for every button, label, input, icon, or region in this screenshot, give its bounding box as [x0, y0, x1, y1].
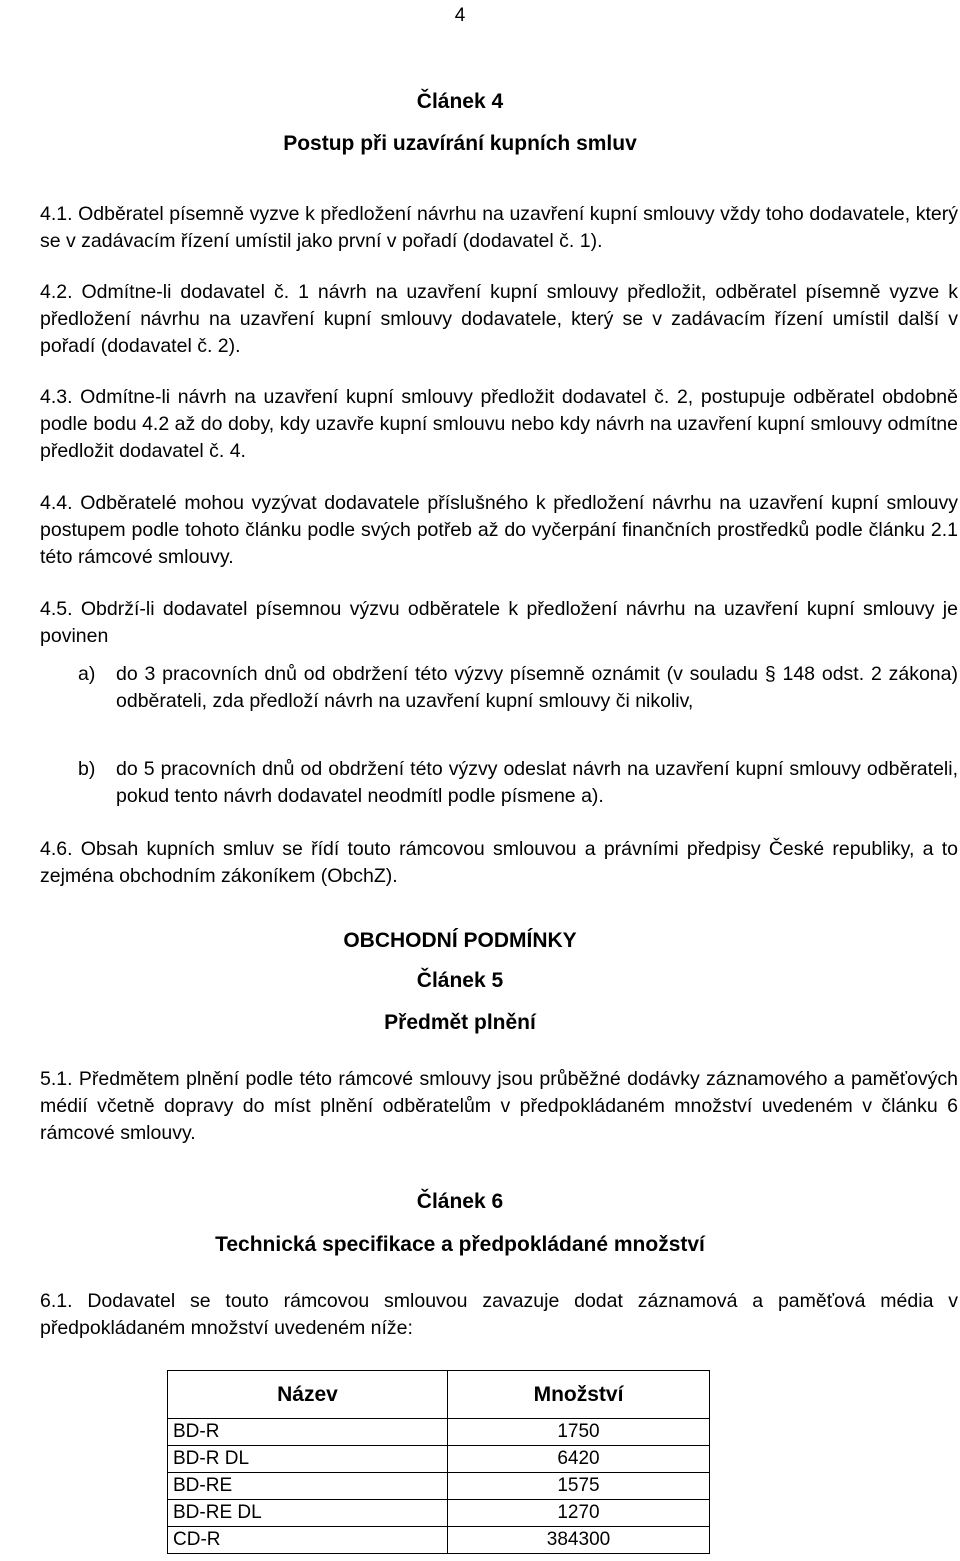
cell-name: BD-RE DL	[168, 1500, 448, 1527]
list-item-text: do 5 pracovních dnů od obdržení této výzvy odeslat návrh na uzavření kupní smlouvy odběrateli, pokud tento návrh dodavatel neodmítl podle písmene a).	[116, 758, 958, 807]
paragraph-4-3: 4.3. Odmítne-li návrh na uzavření kupní smlouvy předložit dodavatel č. 2, postupuje odběratel obdobně podle bodu 4.2 až do doby, kdy uzavře kupní smlouvu nebo kdy návrh na uzavření kupní smlouvy odmítne předložit dodavatel č. 4.	[40, 386, 958, 462]
table-row	[168, 1446, 710, 1473]
cell-name: CD-R	[168, 1527, 448, 1554]
page-number: 4	[454, 5, 466, 26]
table-row	[168, 1473, 710, 1500]
table-header-row	[168, 1371, 710, 1419]
table-row	[168, 1527, 710, 1554]
article-6-title: Článek 6	[416, 1190, 504, 1213]
list-item-letter: a)	[78, 663, 96, 685]
list-item-letter: b)	[78, 758, 96, 780]
table-row	[168, 1419, 710, 1446]
paragraph-4-4: 4.4. Odběratelé mohou vyzývat dodavatele příslušného k předložení návrhu na uzavření kupní smlouvy postupem podle tohoto článku podle svých potřeb až do vyčerpání finančních prostředků podle článku 2.1 této rámcové smlouvy.	[40, 492, 958, 568]
cell-quantity: 1270	[448, 1500, 710, 1527]
column-header-quantity: Množství	[448, 1371, 710, 1419]
article-4-title: Článek 4	[416, 90, 504, 113]
article-5-subtitle: Předmět plnění	[384, 1011, 536, 1034]
cell-name: BD-R	[168, 1419, 448, 1446]
paragraph-4-6: 4.6. Obsah kupních smluv se řídí touto rámcovou smlouvou a právními předpisy České republiky, a to zejména obchodním zákoníkem (ObchZ).	[40, 838, 958, 887]
list-item-text: do 3 pracovních dnů od obdržení této výzvy písemně oznámit (v souladu § 148 odst. 2 zákona) odběrateli, zda předloží návrh na uzavření kupní smlouvy či nikoliv,	[116, 663, 958, 712]
table-row	[168, 1500, 710, 1527]
list-item	[78, 661, 958, 715]
article-5-title: Článek 5	[416, 969, 504, 992]
cell-quantity: 1575	[448, 1473, 710, 1500]
cell-quantity: 6420	[448, 1446, 710, 1473]
media-quantity-table	[167, 1370, 710, 1554]
cell-name: BD-RE	[168, 1473, 448, 1500]
cell-quantity: 1750	[448, 1419, 710, 1446]
section-heading-conditions: OBCHODNÍ PODMÍNKY	[343, 929, 577, 952]
paragraph-6-1: 6.1. Dodavatel se touto rámcovou smlouvou zavazuje dodat záznamová a paměťová média v předpokládaném množství uvedeném níže:	[40, 1290, 958, 1339]
paragraph-5-1: 5.1. Předmětem plnění podle této rámcové smlouvy jsou průběžné dodávky záznamového a paměťových médií včetně dopravy do míst plnění odběratelům v předpokládaném množství uvedeném v článku 6 rámcové smlouvy.	[40, 1068, 958, 1144]
list-item	[78, 756, 958, 810]
cell-quantity: 384300	[448, 1527, 710, 1554]
column-header-name: Název	[168, 1371, 448, 1419]
article-4-subtitle: Postup při uzavírání kupních smluv	[283, 132, 637, 155]
article-6-subtitle: Technická specifikace a předpokládané množství	[215, 1233, 705, 1256]
paragraph-4-5: 4.5. Obdrží-li dodavatel písemnou výzvu odběratele k předložení návrhu na uzavření kupní smlouvy je povinen	[40, 598, 958, 647]
paragraph-4-2: 4.2. Odmítne-li dodavatel č. 1 návrh na uzavření kupní smlouvy předložit, odběratel písemně vyzve k předložení návrhu na uzavření kupní smlouvy dodavatele, který se v zadávacím řízení umístil další v pořadí (dodavatel č. 2).	[40, 281, 958, 357]
paragraph-4-1: 4.1. Odběratel písemně vyzve k předložení návrhu na uzavření kupní smlouvy vždy toho dodavatele, který se v zadávacím řízení umístil jako první v pořadí (dodavatel č. 1).	[40, 203, 958, 252]
cell-name: BD-R DL	[168, 1446, 448, 1473]
